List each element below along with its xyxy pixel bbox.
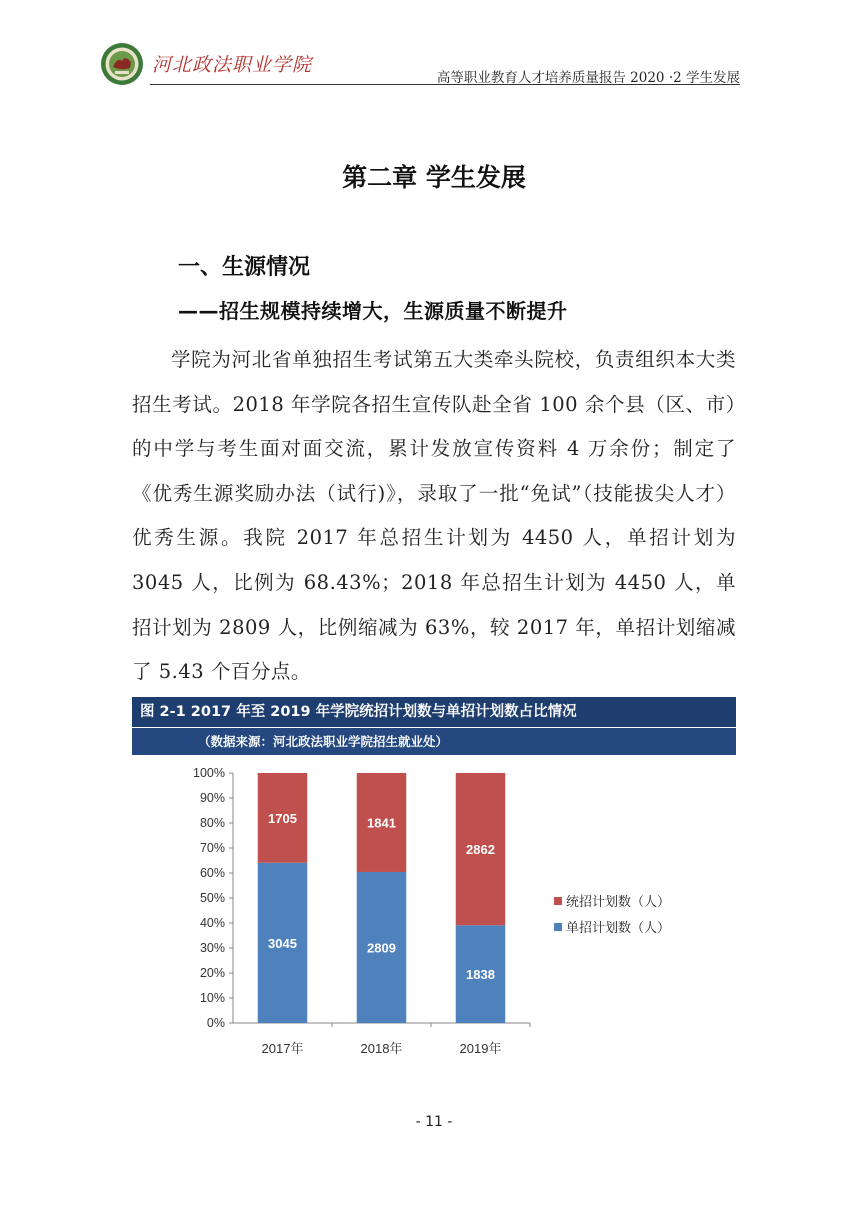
data-label: 1838 (466, 967, 495, 983)
college-seal-icon (100, 42, 144, 86)
page-number: - 11 - (415, 1114, 453, 1130)
y-tick-label: 10% (199, 991, 225, 1005)
data-label: 1841 (367, 815, 396, 831)
y-tick-label: 100% (193, 766, 225, 780)
y-tick-label: 60% (199, 866, 225, 880)
y-tick-label: 30% (199, 941, 225, 955)
y-tick-label: 80% (199, 816, 225, 830)
x-tick-label: 2018年 (360, 1041, 403, 1056)
section-subtitle: ——招生规模持续增大，生源质量不断提升 (178, 299, 568, 323)
section-title: 一、生源情况 (178, 255, 311, 280)
y-tick-label: 50% (199, 891, 225, 905)
data-label: 3045 (268, 935, 297, 951)
x-tick-label: 2017年 (261, 1041, 304, 1056)
legend-label: 统招计划数（人） (566, 895, 671, 910)
y-tick-label: 0% (206, 1016, 225, 1030)
chapter-title: 第二章 学生发展 (342, 163, 526, 192)
report-title: 高等职业教育人才培养质量报告 2020 ·2 学生发展 (436, 70, 740, 86)
y-tick-label: 20% (199, 966, 225, 980)
x-tick-label: 2019年 (459, 1041, 502, 1056)
legend-swatch (554, 897, 562, 905)
y-tick-label: 90% (199, 791, 225, 805)
y-tick-label: 40% (199, 916, 225, 930)
stacked-bar-chart (140, 758, 730, 1063)
body-paragraph: 学院为河北省单独招生考试第五大类牵头院校，负责组织本大类招生考试。2018 年学院各招生宣传队赴全省 100 余个县（区、市）的中学与考生面对面交流，累计发放宣传资料 4 万余份；制定了《优秀生源奖励办法（试行)》，录取了一批“免试”（技能拔尖人才）优秀生源。我院 2017 年总招生计划为 4450 人，单招计划为 3045 人，比例为 68.43%；2018 年总招生计划为 4450 人，单招计划为 2809 人，比例缩减为 63%，较 2017 年，单招计划缩减了 5.43 个百分点。 (132, 348, 736, 684)
page-header (100, 42, 740, 86)
figure-title: 图 2-1 2017 年至 2019 年学院统招计划数与单招计划数占比情况 (132, 697, 736, 727)
data-label: 2809 (367, 940, 396, 956)
data-label: 1705 (268, 810, 297, 826)
college-name: 河北政法职业学院 (152, 54, 313, 76)
figure-source: （数据来源：河北政法职业学院招生就业处） (132, 728, 736, 755)
y-tick-label: 70% (199, 841, 225, 855)
header-divider (150, 84, 740, 85)
legend-label: 单招计划数（人） (566, 921, 671, 936)
legend-swatch (554, 923, 562, 931)
data-label: 2862 (466, 842, 495, 858)
